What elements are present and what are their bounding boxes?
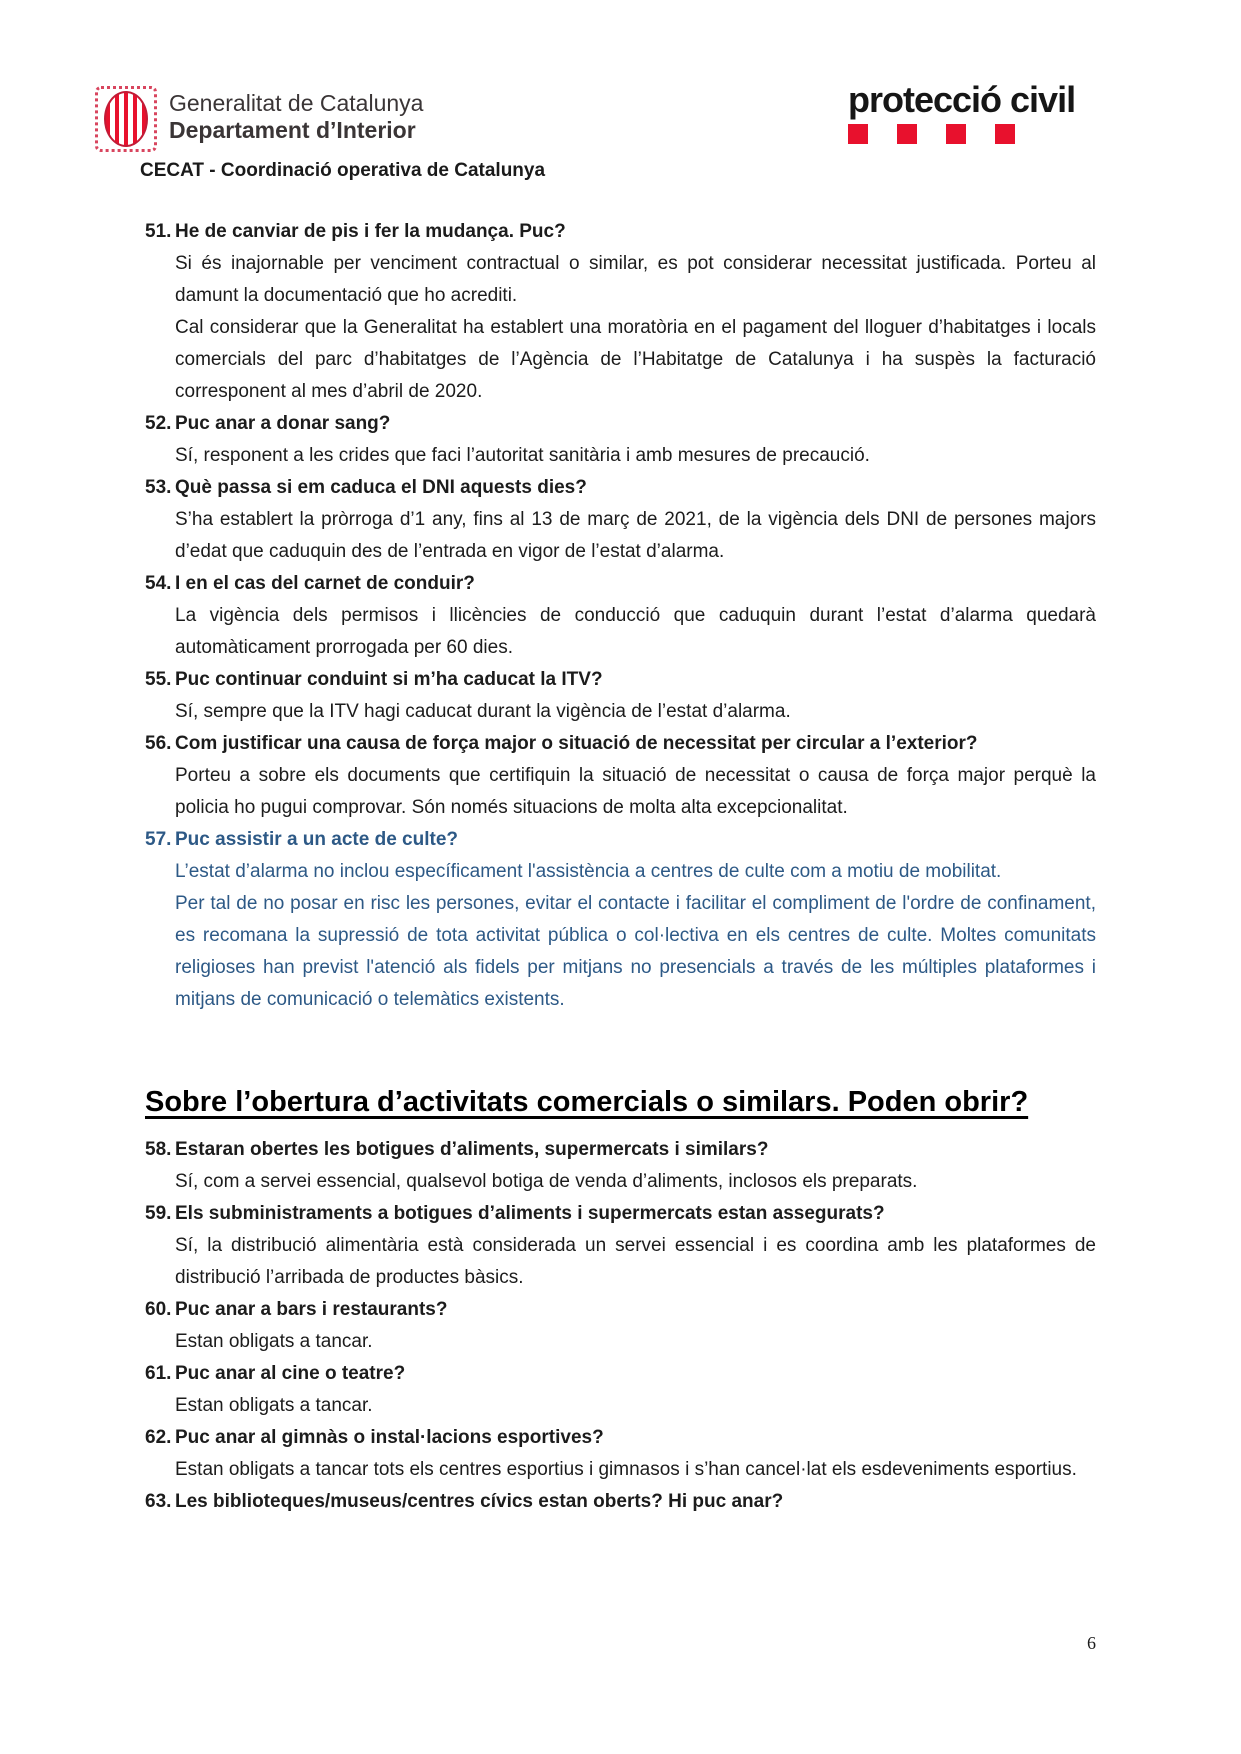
faq-answer: S’ha establert la pròrroga d’1 any, fins al 13 de març de 2021, de la vigència dels DNI de persones majors d’edat que caduquin des de l’entrada en vigor de l’estat d’alarma.	[175, 509, 1096, 562]
faq-question	[145, 408, 1096, 440]
faq-answer: Si és inajornable per venciment contractual o similar, es pot considerar necessitat justificada. Porteu al damunt la documentació que ho acrediti.	[175, 253, 1096, 306]
faq-question	[145, 1198, 1096, 1230]
brand-line-generalitat: Generalitat de Catalunya	[169, 90, 424, 116]
faq-number: 60.	[145, 1299, 172, 1320]
faq-item-52	[145, 408, 1096, 472]
faq-item-58	[145, 1134, 1096, 1198]
generalitat-brand-text	[169, 86, 423, 144]
faq-question-text: Puc assistir a un acte de culte?	[175, 829, 458, 850]
generalitat-brand-block	[95, 86, 423, 152]
senyera-oval-icon	[104, 91, 148, 147]
section-title: Sobre l’obertura d’activitats comercials o similars. Poden obrir?	[145, 1086, 1029, 1118]
faq-item-53	[145, 472, 1096, 568]
faq-question-text: Puc anar a donar sang?	[175, 413, 391, 434]
faq-question-text: Els subministraments a botigues d’aliments i supermercats estan assegurats?	[175, 1203, 885, 1224]
faq-answer: Sí, sempre que la ITV hagi caducat durant la vigència de l’estat d’alarma.	[175, 701, 791, 722]
proteccio-civil-squares-icon	[848, 124, 1088, 144]
faq-item-55	[145, 664, 1096, 728]
faq-item-57-highlighted	[145, 824, 1096, 1016]
red-square-icon	[946, 124, 966, 144]
faq-question-text: I en el cas del carnet de conduir?	[175, 573, 475, 594]
faq-number: 62.	[145, 1427, 172, 1448]
faq-item-59	[145, 1198, 1096, 1294]
faq-question	[145, 664, 1096, 696]
generalitat-shield-icon	[95, 86, 157, 152]
faq-answer: Estan obligats a tancar.	[175, 1331, 373, 1352]
faq-question-text: Puc anar al cine o teatre?	[175, 1363, 406, 1384]
red-square-icon	[897, 124, 917, 144]
faq-answer: Sí, com a servei essencial, qualsevol botiga de venda d’aliments, inclosos els preparats.	[175, 1171, 918, 1192]
faq-answer: Sí, la distribució alimentària està considerada un servei essencial i es coordina amb les plataformes de distribució l’arribada de productes bàsics.	[175, 1235, 1096, 1288]
faq-answer: Per tal de no posar en risc les persones, evitar el contacte i facilitar el compliment de l'ordre de confinament, es recomana la supressió de tota activitat pública o col·lectiva en els centres de culte. Moltes comunitats religioses han previst l'atenció als fidels per mitjans no presencials a través de les múltiples plataformes i mitjans de comunicació o telemàtics existents.	[175, 893, 1096, 1010]
faq-answer: Estan obligats a tancar.	[175, 1395, 373, 1416]
faq-item-60	[145, 1294, 1096, 1358]
faq-question-text: Puc anar al gimnàs o instal·lacions esportives?	[175, 1427, 604, 1448]
faq-number: 59.	[145, 1203, 172, 1224]
faq-question	[145, 216, 1096, 248]
faq-number: 58.	[145, 1139, 172, 1160]
faq-item-61	[145, 1358, 1096, 1422]
faq-number: 52.	[145, 413, 172, 434]
faq-question	[145, 1134, 1096, 1166]
faq-item-56	[145, 728, 1096, 824]
faq-answer: Estan obligats a tancar tots els centres esportius i gimnasos i s’han cancel·lat els esdeveniments esportius.	[175, 1459, 1077, 1480]
faq-question	[145, 472, 1096, 504]
faq-question	[145, 1358, 1096, 1390]
brand-line-departament: Departament d’Interior	[169, 117, 416, 143]
faq-question	[145, 1486, 1096, 1518]
document-content	[145, 216, 1096, 1518]
faq-question-text: Puc anar a bars i restaurants?	[175, 1299, 448, 1320]
faq-answer: Sí, responent a les crides que faci l’autoritat sanitària i amb mesures de precaució.	[175, 445, 870, 466]
faq-number: 57.	[145, 829, 172, 850]
faq-question	[145, 1422, 1096, 1454]
faq-number: 61.	[145, 1363, 172, 1384]
faq-number: 54.	[145, 573, 172, 594]
faq-number: 55.	[145, 669, 172, 690]
faq-question	[145, 728, 1096, 760]
document-subtitle: CECAT - Coordinació operativa de Catalunya	[140, 160, 546, 181]
faq-number: 51.	[145, 221, 172, 242]
faq-question	[145, 824, 1096, 856]
faq-question-text: Puc continuar conduint si m’ha caducat la ITV?	[175, 669, 603, 690]
faq-question-text: Estaran obertes les botigues d’aliments, supermercats i similars?	[175, 1139, 769, 1160]
faq-item-63	[145, 1486, 1096, 1518]
faq-question-text: Com justificar una causa de força major o situació de necessitat per circular a l’exterior?	[175, 733, 978, 754]
red-square-icon	[848, 124, 868, 144]
faq-answer: La vigència dels permisos i llicències de conducció que caduquin durant l’estat d’alarma quedarà automàticament prorrogada per 60 dies.	[175, 605, 1096, 658]
faq-item-62	[145, 1422, 1096, 1486]
faq-question-text: He de canviar de pis i fer la mudança. Puc?	[175, 221, 566, 242]
faq-item-51	[145, 216, 1096, 408]
faq-item-54	[145, 568, 1096, 664]
faq-answer: L’estat d’alarma no inclou específicament l'assistència a centres de culte com a motiu de mobilitat.	[175, 861, 1002, 882]
faq-question-text: Les biblioteques/museus/centres cívics estan oberts? Hi puc anar?	[175, 1491, 784, 1512]
faq-answer: Porteu a sobre els documents que certifiquin la situació de necessitat o causa de força major perquè la policia ho pugui comprovar. Són només situacions de molta alta excepcionalitat.	[175, 765, 1096, 818]
proteccio-civil-logotype: protecció civil	[848, 79, 1076, 120]
faq-number: 56.	[145, 733, 172, 754]
faq-question	[145, 1294, 1096, 1326]
page-number: 6	[1087, 1633, 1096, 1653]
faq-answer: Cal considerar que la Generalitat ha establert una moratòria en el pagament del lloguer d’habitatges i locals comercials del parc d’habitatges de l’Agència de l’Habitatge de Catalunya i ha suspès la facturació corresponent al mes d’abril de 2020.	[175, 317, 1096, 402]
faq-question	[145, 568, 1096, 600]
faq-number: 63.	[145, 1491, 172, 1512]
proteccio-civil-brand-block	[848, 79, 1088, 144]
faq-question-text: Què passa si em caduca el DNI aquests dies?	[175, 477, 587, 498]
faq-number: 53.	[145, 477, 172, 498]
red-square-icon	[995, 124, 1015, 144]
